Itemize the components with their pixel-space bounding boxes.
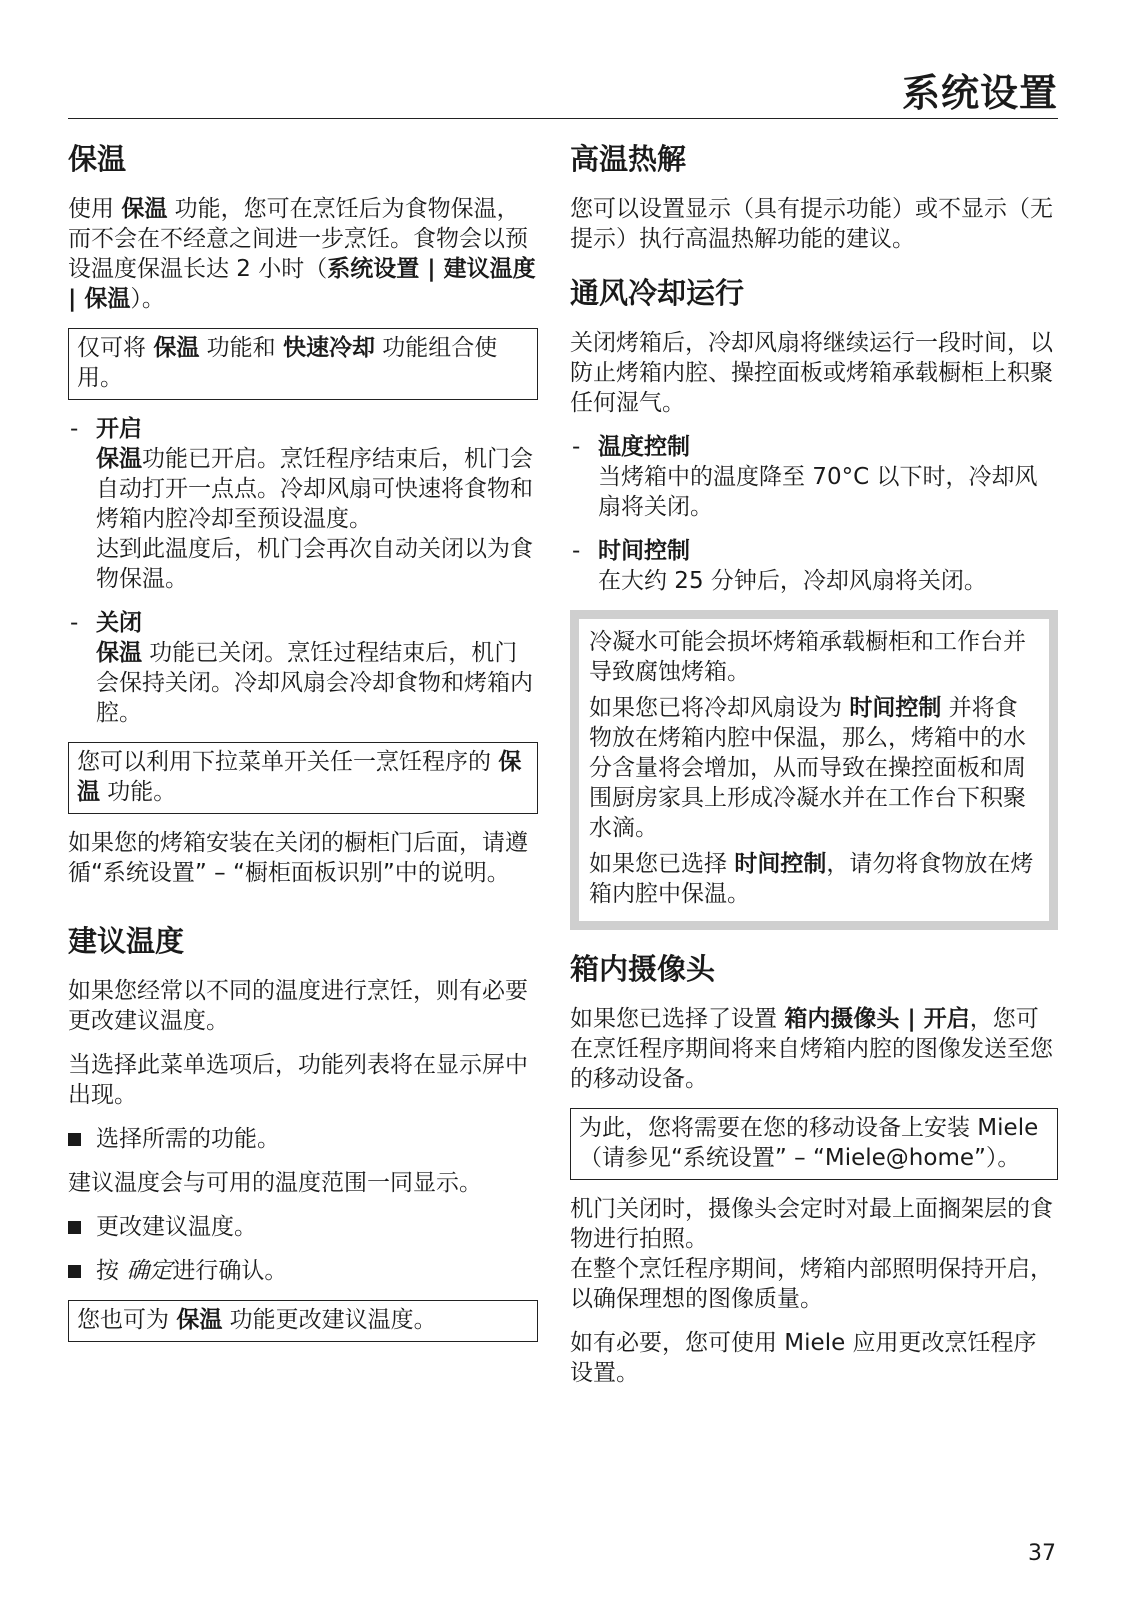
camera-p3: 如有必要，您可使用 Miele 应用更改烹饪程序设置。 bbox=[570, 1330, 1037, 1386]
camera-heading: 箱内摄像头 bbox=[570, 952, 716, 986]
option-on-title: 开启 bbox=[96, 416, 142, 442]
option-on-text2: 达到此温度后，机门会再次自动关闭以为食物保温。 bbox=[96, 536, 533, 592]
keep-warm-note-combination: 仅可将 保温 功能和 快速冷却 功能组合使用。 bbox=[68, 328, 538, 400]
left-column bbox=[68, 140, 538, 1356]
option-off-title: 关闭 bbox=[96, 610, 142, 636]
camera-p1: 如果您已选择了设置 箱内摄像头 | 开启，您可在烹饪程序期间将来自烤箱内腔的图像发送至您的移动设备。 bbox=[570, 1006, 1053, 1092]
option-time-control-title: 时间控制 bbox=[598, 538, 690, 564]
option-off-text: 功能已关闭。烹饪过程结束后，机门会保持关闭。冷却风扇会冷却食物和烤箱内腔。 bbox=[96, 640, 533, 726]
page-header-title: 系统设置 bbox=[901, 71, 1058, 115]
dash-bullet: - bbox=[70, 416, 79, 442]
keep-warm-heading: 保温 bbox=[68, 142, 127, 176]
step-change-temp: 更改建议温度。 bbox=[68, 1212, 538, 1242]
right-column bbox=[570, 140, 1058, 1402]
square-bullet-icon bbox=[68, 1221, 81, 1234]
cabinet-instruction: 如果您的烤箱安装在关闭的橱柜门后面，请遵循“系统设置” – “橱柜面板识别”中的说明。 bbox=[68, 830, 528, 886]
pyrolysis-text: 您可以设置显示（具有提示功能）或不显示（无提示）执行高温热解功能的建议。 bbox=[570, 196, 1053, 252]
suggested-temp-heading: 建议温度 bbox=[68, 924, 185, 958]
suggested-temp-p1: 如果您经常以不同的温度进行烹饪，则有必要更改建议温度。 bbox=[68, 978, 528, 1034]
step-confirm: 按 确定进行确认。 bbox=[68, 1256, 538, 1286]
square-bullet-icon bbox=[68, 1133, 81, 1146]
dash-bullet: - bbox=[572, 434, 581, 460]
cooling-intro: 关闭烤箱后，冷却风扇将继续运行一段时间，以防止烤箱内腔、操控面板或烤箱承载橱柜上积聚任何湿气。 bbox=[570, 330, 1053, 416]
camera-note: 为此，您将需要在您的移动设备上安装 Miele（请参见“系统设置” – “Miele@home”）。 bbox=[570, 1108, 1058, 1180]
option-on: - 开启 保温功能已开启。烹饪程序结束后，机门会自动打开一点点。冷却风扇可快速将食物和烤箱内腔冷却至预设温度。 达到此温度后，机门会再次自动关闭以为食物保温。 bbox=[68, 414, 538, 594]
dash-bullet: - bbox=[572, 538, 581, 564]
option-temp-control-title: 温度控制 bbox=[598, 434, 690, 460]
cooling-heading: 通风冷却运行 bbox=[570, 276, 745, 310]
step-select-function: 选择所需的功能。 bbox=[68, 1124, 538, 1154]
keep-warm-note-dropdown: 您可以利用下拉菜单开关任一烹饪程序的 保温 功能。 bbox=[68, 742, 538, 814]
pyrolysis-heading: 高温热解 bbox=[570, 142, 687, 176]
dash-bullet: - bbox=[70, 610, 79, 636]
option-on-text: 功能已开启。烹饪程序结束后，机门会自动打开一点点。冷却风扇可快速将食物和烤箱内腔冷却至预设温度。 bbox=[96, 446, 533, 532]
condensation-warning: 冷凝水可能会损坏烤箱承载橱柜和工作台并导致腐蚀烤箱。 如果您已将冷却风扇设为 时间控制 并将食物放在烤箱内腔中保温，那么，烤箱中的水分含量将会增加，从而导致在操控面板和周围厨房家具上形成冷凝水并在工作台下积聚水滴。 如果您已选择 时间控制，请勿将食物放在烤箱内腔中保温。 bbox=[570, 610, 1058, 930]
suggested-temp-p2: 当选择此菜单选项后，功能列表将在显示屏中出现。 bbox=[68, 1052, 528, 1108]
option-off: - 关闭 保温 功能已关闭。烹饪过程结束后，机门会保持关闭。冷却风扇会冷却食物和烤箱内腔。 bbox=[68, 608, 538, 728]
square-bullet-icon bbox=[68, 1265, 81, 1278]
option-temp-control: - 温度控制 当烤箱中的温度降至 70°C 以下时，冷却风扇将关闭。 bbox=[570, 432, 1058, 522]
suggested-temp-note: 您也可为 保温 功能更改建议温度。 bbox=[68, 1300, 538, 1342]
camera-p2: 机门关闭时，摄像头会定时对最上面搁架层的食物进行拍照。 在整个烹饪程序期间，烤箱内部照明保持开启，以确保理想的图像质量。 bbox=[570, 1196, 1053, 1312]
suggested-temp-p3: 建议温度会与可用的温度范围一同显示。 bbox=[68, 1170, 482, 1196]
header-rule bbox=[68, 118, 1058, 119]
page-number: 37 bbox=[1028, 1541, 1056, 1566]
keep-warm-intro: 使用 保温 功能，您可在烹饪后为食物保温，而不会在不经意之间进一步烹饪。食物会以预设温度保温长达 2 小时（系统设置 | 建议温度 | 保温）。 bbox=[68, 196, 536, 312]
option-time-control: - 时间控制 在大约 25 分钟后，冷却风扇将关闭。 bbox=[570, 536, 1058, 596]
